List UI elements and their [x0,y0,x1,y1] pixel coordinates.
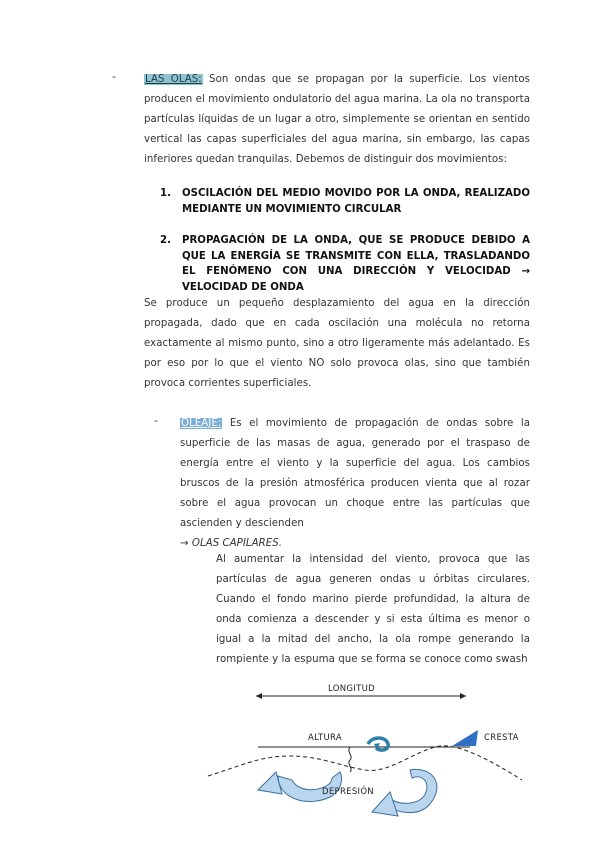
las-olas-keyword: LAS OLAS: [145,74,202,85]
movement-number: 2. [160,235,171,246]
depresion-label: DEPRESIÓN [322,787,374,797]
wave-diagram-svg [200,680,540,830]
movement-text: PROPAGACIÓN DE LA ONDA, QUE SE PRODUCE DEBIDO A QUE LA ENERGÍA SE TRANSMITE CON ELLA, TRASLADANDO EL FENÓMENO CON UNA DIRECCIÓN Y VELOCIDAD → VELOCIDAD DE ONDA [182,235,530,293]
displacement-paragraph: Se produce un pequeño desplazamiento del agua en la dirección propagada, dado que en cada oscilación una molécula no retorna exactamente al mismo punto, sino a otro ligeramente más adelantado. Es por eso por lo que el viento NO solo provoca olas, sino que también provoca corrientes superficiales. [144,298,530,389]
cresta-marker-icon [452,730,478,746]
bullet-dash: - [112,70,116,83]
las-olas-paragraph [118,70,530,170]
las-olas-bullet [112,70,530,170]
movements-list [160,186,530,295]
olas-capilares-term: → OLAS CAPILARES. [180,538,283,549]
oleaje-text: Es el movimiento de propagación de ondas sobre la superficie de las masas de agua, generado por el traspaso de energía entre el viento y la superficie del agua. Los cambios bruscos de la presión atmosférica producen vienta que al rozar sobre el agua provocan un choque entre las partículas que ascienden y descienden [180,418,530,529]
bullet-dash: - [154,414,158,427]
movement-item [160,186,530,217]
wave-diagram [200,680,540,830]
oleaje-keyword: OLEAJE: [181,418,222,429]
las-olas-text: Son ondas que se propagan por la superficie. Los vientos producen el movimiento ondulatorio del agua marina. La ola no transporta partículas líquidas de un lugar a otro, simplemente se orientan en sentido vertical las capas superficiales del agua marina, sin embargo, las capas inferiores quedan tranquilas. Debemos de distinguir dos movimientos: [144,74,530,165]
cresta-label: CRESTA [484,733,519,743]
height-marker [349,747,351,772]
movement-number: 1. [160,188,171,199]
oleaje-paragraph [160,414,530,554]
wind-intensity-paragraph: Al aumentar la intensidad del viento, provoca que las partículas de agua generen ondas u órbitas circulares. Cuando el fondo marino pierde profundidad, la altura de onda comienza a descender y si esta última es menor o igual a la mitad del ancho, la ola rompe generando la rompiente y la espuma que se forma se conoce como swash [216,554,530,665]
movement-item [160,233,530,295]
orbit-arrow-right-icon [372,769,437,816]
longitud-label: LONGITUD [328,684,375,694]
altura-label: ALTURA [308,733,342,743]
wave-profile [208,746,522,780]
movement-text: OSCILACIÓN DEL MEDIO MOVIDO POR LA ONDA, REALIZADO MEDIANTE UN MOVIMIENTO CIRCULAR [182,188,530,215]
oleaje-bullet [154,414,530,554]
